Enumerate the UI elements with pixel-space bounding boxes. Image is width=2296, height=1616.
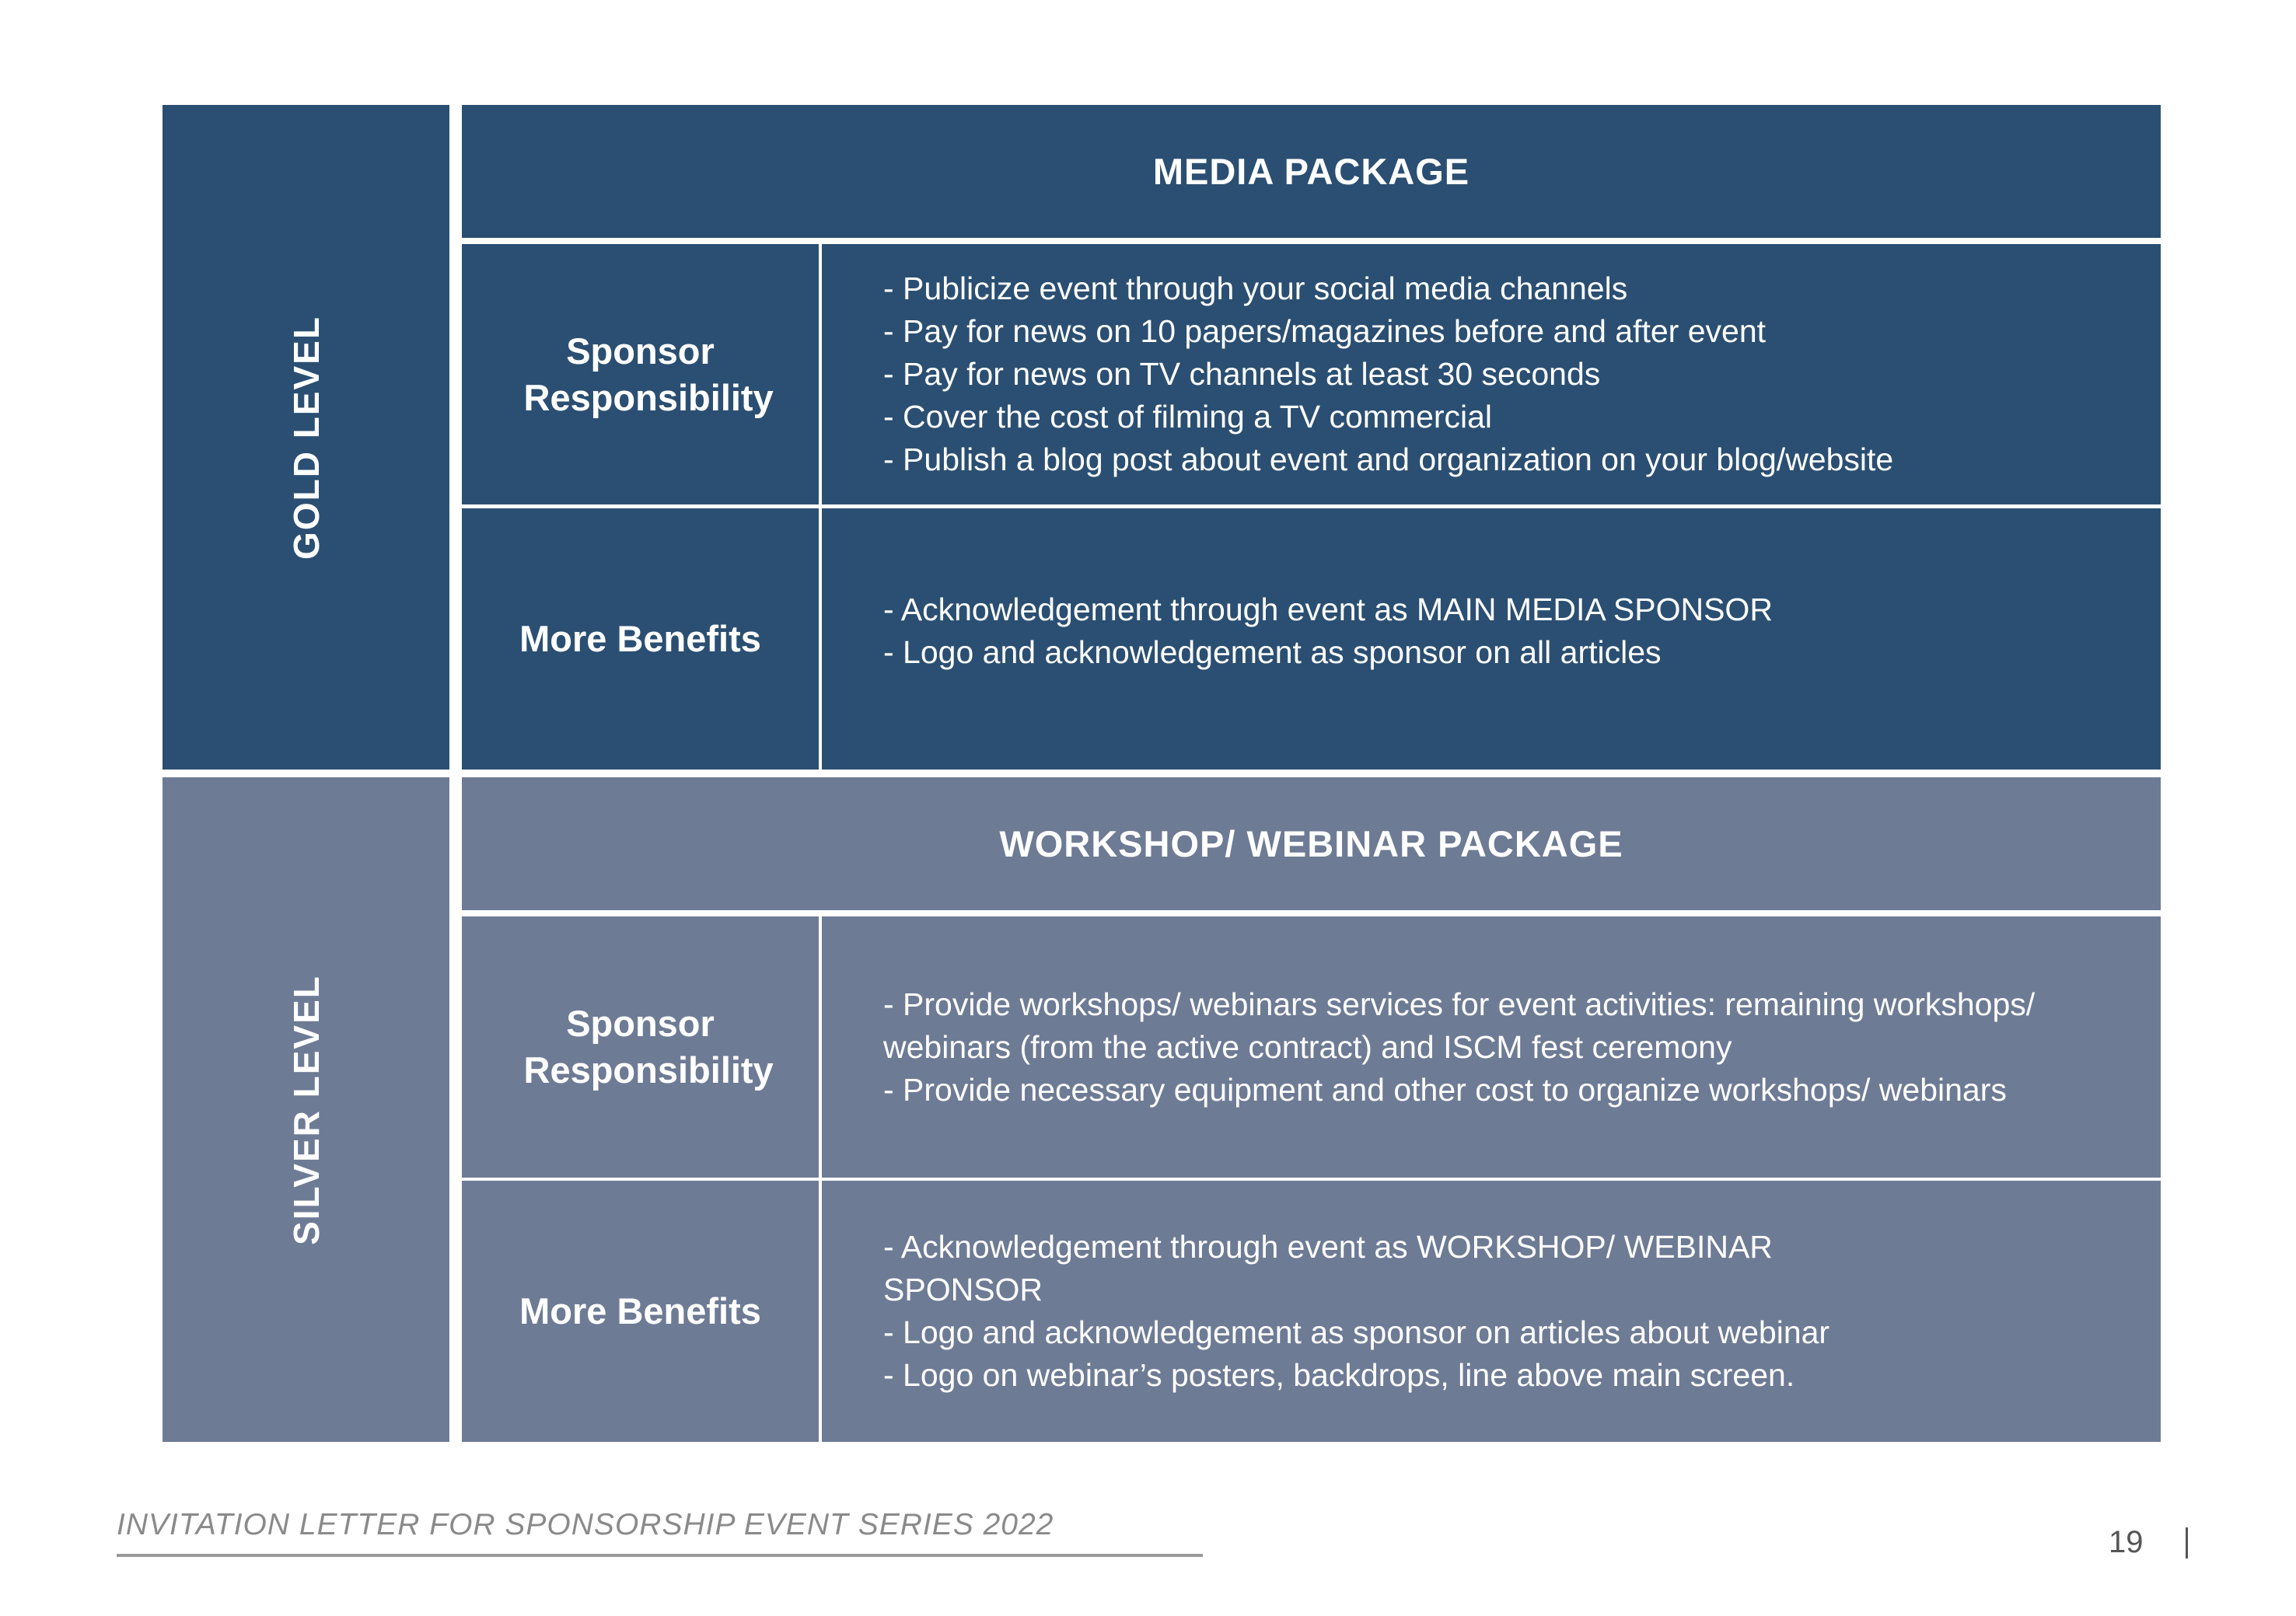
gold-sponsor-list: [883, 267, 1893, 481]
list-item: - Provide workshops/ webinars services for event activities: remaining workshops/ webinars (from the active contract) and ISCM fest ceremony: [883, 986, 2036, 1065]
gold-more-benefits-content: [822, 508, 2161, 770]
list-item: - Pay for news on 10 papers/magazines before and after event: [883, 313, 1767, 349]
list-item: - Acknowledgement through event as WORKSHOP/ WEBINAR SPONSOR: [883, 1229, 1773, 1307]
list-item: - Acknowledgement through event as MAIN MEDIA SPONSOR: [883, 592, 1773, 627]
list-item: - Publicize event through your social media channels: [883, 270, 1628, 306]
list-item: - Provide necessary equipment and other cost to organize workshops/ webinars: [883, 1071, 2007, 1108]
list-item: - Cover the cost of filming a TV commercial: [883, 399, 1493, 435]
page-number-divider: [2186, 1527, 2188, 1558]
list-item: - Pay for news on TV channels at least 30 seconds: [883, 356, 1601, 392]
list-item: - Publish a blog post about event and organization on your blog/website: [883, 442, 1894, 477]
silver-level-label: [163, 777, 449, 1442]
gold-level-text: GOLD LEVEL: [285, 315, 327, 560]
gold-more-benefits-label: More Benefits: [462, 508, 819, 770]
silver-level-text: SILVER LEVEL: [285, 974, 327, 1245]
gold-benefits-list: [883, 588, 1773, 674]
list-item: - Logo and acknowledgement as sponsor on all articles: [883, 634, 1662, 670]
gold-sponsor-responsibility-content: [822, 244, 2161, 504]
silver-more-benefits-content: [822, 1181, 2161, 1442]
footer-document-title: INVITATION LETTER FOR SPONSORSHIP EVENT SERIES 2022: [117, 1508, 1054, 1541]
silver-sponsor-responsibility-content: [822, 916, 2161, 1178]
page-number: 19: [2109, 1525, 2144, 1559]
silver-benefits-list: [883, 1226, 1910, 1397]
silver-sponsor-label-text: Sponsor Responsibility: [523, 1003, 774, 1091]
gold-sponsor-responsibility-label: [462, 244, 819, 504]
media-package-title: MEDIA PACKAGE: [462, 105, 2161, 238]
list-item: - Logo on webinar’s posters, backdrops, line above main screen.: [883, 1357, 1795, 1393]
list-item: - Logo and acknowledgement as sponsor on articles about webinar: [883, 1314, 1830, 1350]
silver-more-benefits-label: More Benefits: [462, 1181, 819, 1442]
gold-level-label: [163, 105, 449, 770]
workshop-webinar-package-title: WORKSHOP/ WEBINAR PACKAGE: [462, 777, 2161, 910]
gold-sponsor-label-text: Sponsor Responsibility: [523, 330, 774, 418]
silver-sponsor-responsibility-label: [462, 916, 819, 1178]
silver-sponsor-list: [883, 983, 2081, 1112]
footer-divider: [117, 1554, 1203, 1557]
